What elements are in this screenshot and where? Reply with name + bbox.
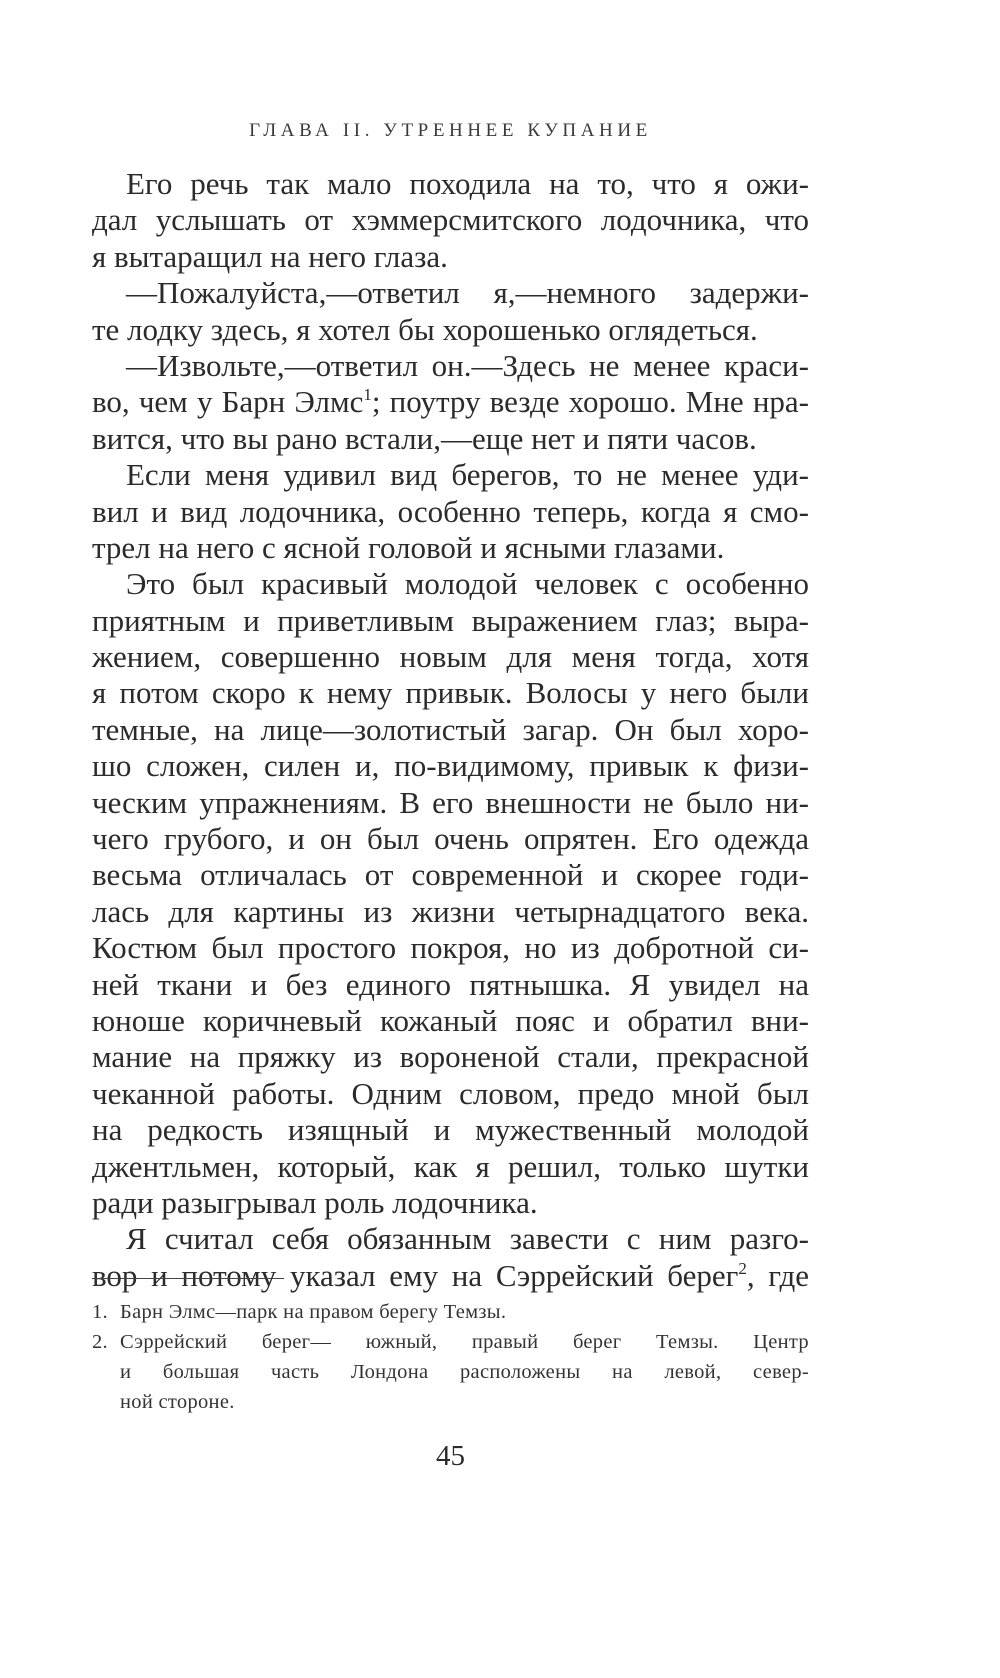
footnote-rule — [92, 1278, 284, 1279]
footnote-line: и большая часть Лондона расположены на левой, север- — [120, 1361, 809, 1383]
running-head: ГЛАВА II. УТРЕННЕЕ КУПАНИЕ — [249, 120, 652, 141]
page-number: 45 — [436, 1440, 465, 1472]
text-line: Это был красивый молодой человек с особенно — [126, 566, 809, 602]
text-line: я вытаращил на него глаза. — [92, 238, 448, 274]
footnote-ref: 1 — [363, 385, 372, 405]
text-line: я потом скоро к нему привык. Волосы у него были — [92, 675, 809, 711]
text-line: —Извольте,—ответил он.—Здесь не менее краси- — [126, 347, 809, 383]
text-line: Костюм был простого покроя, но из добротной си- — [92, 930, 809, 966]
text-line: чеканной работы. Одним словом, предо мной был — [92, 1075, 809, 1111]
body-text — [92, 166, 809, 1294]
text-line: Его речь так мало походила на то, что я ожи- — [126, 166, 809, 201]
footnote-number: 1. — [92, 1301, 108, 1323]
text-line: чего грубого, и он был очень опрятен. Его одежда — [92, 821, 809, 857]
text-line: ради разыгрывал роль лодочника. — [92, 1184, 538, 1220]
footnote — [92, 1327, 809, 1417]
text-line — [92, 1258, 809, 1294]
text-line: —Пожалуйста,—ответил я,—немного задержи- — [126, 275, 809, 311]
text-line: лась для картины из жизни четырнадцатого века. — [92, 893, 809, 929]
text-line: ческим упражнениям. В его внешности не было ни- — [92, 784, 809, 820]
text-line: весьма отличалась от современной и скорее годи- — [92, 857, 809, 893]
text-line: приятным и приветливым выражением глаз; выра- — [92, 602, 809, 638]
text-fragment: ; поутру везде хорошо. Мне нра- — [371, 384, 809, 420]
text-line: вится, что вы рано встали,—еще нет и пяти часов. — [92, 420, 757, 456]
text-line: трел на него с ясной головой и ясными глазами. — [92, 529, 725, 565]
footnote-line: ной стороне. — [120, 1391, 235, 1413]
footnote-ref: 2 — [738, 1258, 747, 1278]
text-line: на редкость изящный и мужественный молодой — [92, 1112, 809, 1148]
footnote-text: Барн Элмс—парк на правом берегу Темзы. — [120, 1301, 507, 1323]
footnote — [92, 1297, 809, 1327]
text-line: Я считал себя обязанным завести с ним разго- — [126, 1221, 809, 1257]
text-line: дал услышать от хэммерсмитского лодочника, что — [92, 202, 809, 238]
text-line: Если меня удивил вид берегов, то не менее уди- — [126, 457, 809, 493]
text-line: темные, на лице—золотистый загар. Он был хоро- — [92, 711, 809, 747]
text-line: мание на пряжку из вороненой стали, прекрасной — [92, 1039, 809, 1075]
footnote-line — [92, 1327, 809, 1357]
text-line: жением, совершенно новым для меня тогда, хотя — [92, 639, 809, 675]
footnote-line — [92, 1297, 809, 1327]
text-line — [92, 384, 809, 420]
text-line: джентльмен, который, как я решил, только шутки — [92, 1148, 809, 1184]
footnote-text: Сэррейский берег— южный, правый берег Темзы. Центр — [120, 1331, 809, 1353]
text-fragment: вор и потому указал ему на Сэррейский берег — [92, 1257, 739, 1293]
footnote-number: 2. — [92, 1331, 108, 1353]
text-line: юноше коричневый кожаный пояс и обратил вни- — [92, 1002, 809, 1038]
text-line: те лодку здесь, я хотел бы хорошенько оглядеться. — [92, 311, 758, 347]
book-page — [92, 0, 809, 1678]
footnotes — [92, 1297, 809, 1417]
text-fragment: , где — [746, 1257, 810, 1293]
text-line: ней ткани и без единого пятнышка. Я увидел на — [92, 966, 809, 1002]
text-line: шо сложен, силен и, по-видимому, привык к физи- — [92, 748, 809, 784]
text-line: вил и вид лодочника, особенно теперь, когда я смо- — [92, 493, 809, 529]
text-fragment: во, чем у Барн Элмс — [92, 384, 364, 420]
